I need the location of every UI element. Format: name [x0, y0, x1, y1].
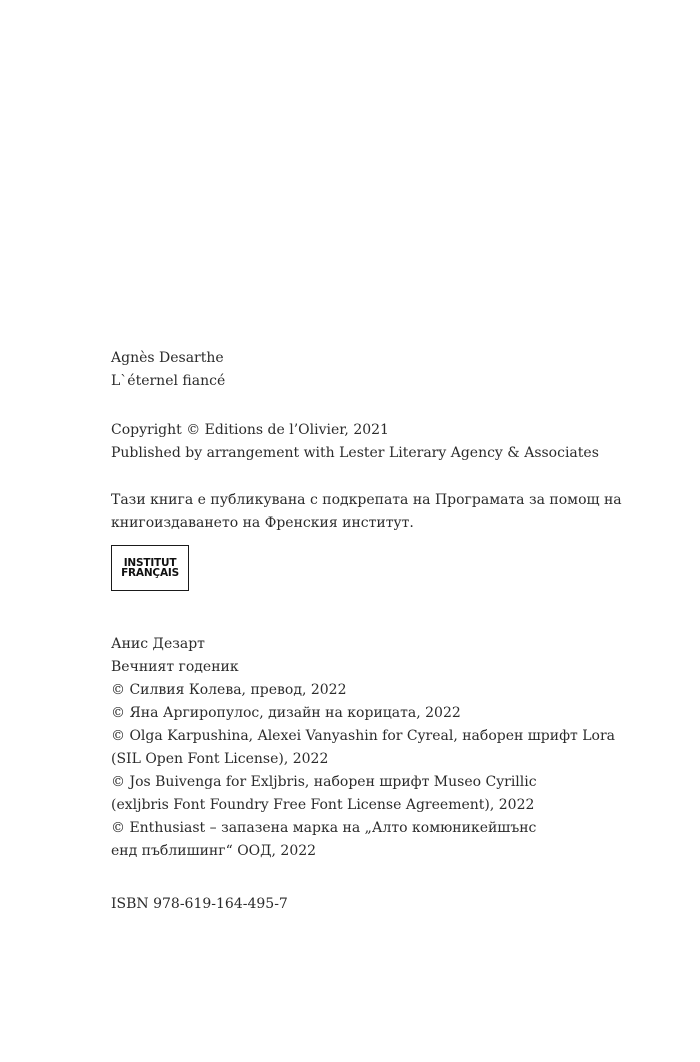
font-credit-lora: © Olga Karpushina, Alexei Vanyashin for Cyreal, наборен шрифт Lora	[111, 728, 616, 744]
bulgarian-edition-block	[111, 633, 671, 863]
copyright-line: Copyright © Editions de l’Olivier, 2021	[111, 422, 389, 438]
isbn: ISBN 978-619-164-495-7	[111, 896, 288, 912]
copyright-block	[111, 419, 671, 465]
translated-title: Вечният годеник	[111, 659, 239, 675]
arrangement-line: Published by arrangement with Lester Literary Agency & Associates	[111, 445, 599, 461]
support-notice-block	[111, 489, 671, 535]
isbn-block	[111, 893, 671, 916]
original-title: L`éternel fiancé	[111, 373, 226, 389]
original-work-block	[111, 347, 671, 393]
logo-line-2: FRANÇAIS	[121, 567, 179, 579]
font-credit-museo: © Jos Buivenga for Exljbris, наборен шрифт Museo Cyrillic	[111, 774, 537, 790]
trademark-credit-cont: енд пъблишинг“ ООД, 2022	[111, 843, 317, 859]
support-notice-line-2: книгоиздаването на Френския институт.	[111, 515, 414, 531]
trademark-credit: © Enthusiast – запазена марка на „Алто комюникейшънс	[111, 820, 537, 836]
original-author: Agnès Desarthe	[111, 350, 224, 366]
font-credit-lora-license: (SIL Open Font License), 2022	[111, 751, 329, 767]
font-credit-museo-license: (exljbris Font Foundry Free Font License Agreement), 2022	[111, 797, 535, 813]
support-notice-line-1: Тази книга е публикувана с подкрепата на Програмата за помощ на	[111, 492, 622, 508]
institut-francais-logo	[111, 545, 189, 591]
translated-author: Анис Дезарт	[111, 636, 205, 652]
cover-design-credit: © Яна Аргиропулос, дизайн на корицата, 2022	[111, 705, 461, 721]
logo-line-1: INSTITUT	[123, 557, 177, 569]
translator-credit: © Силвия Колева, превод, 2022	[111, 682, 347, 698]
